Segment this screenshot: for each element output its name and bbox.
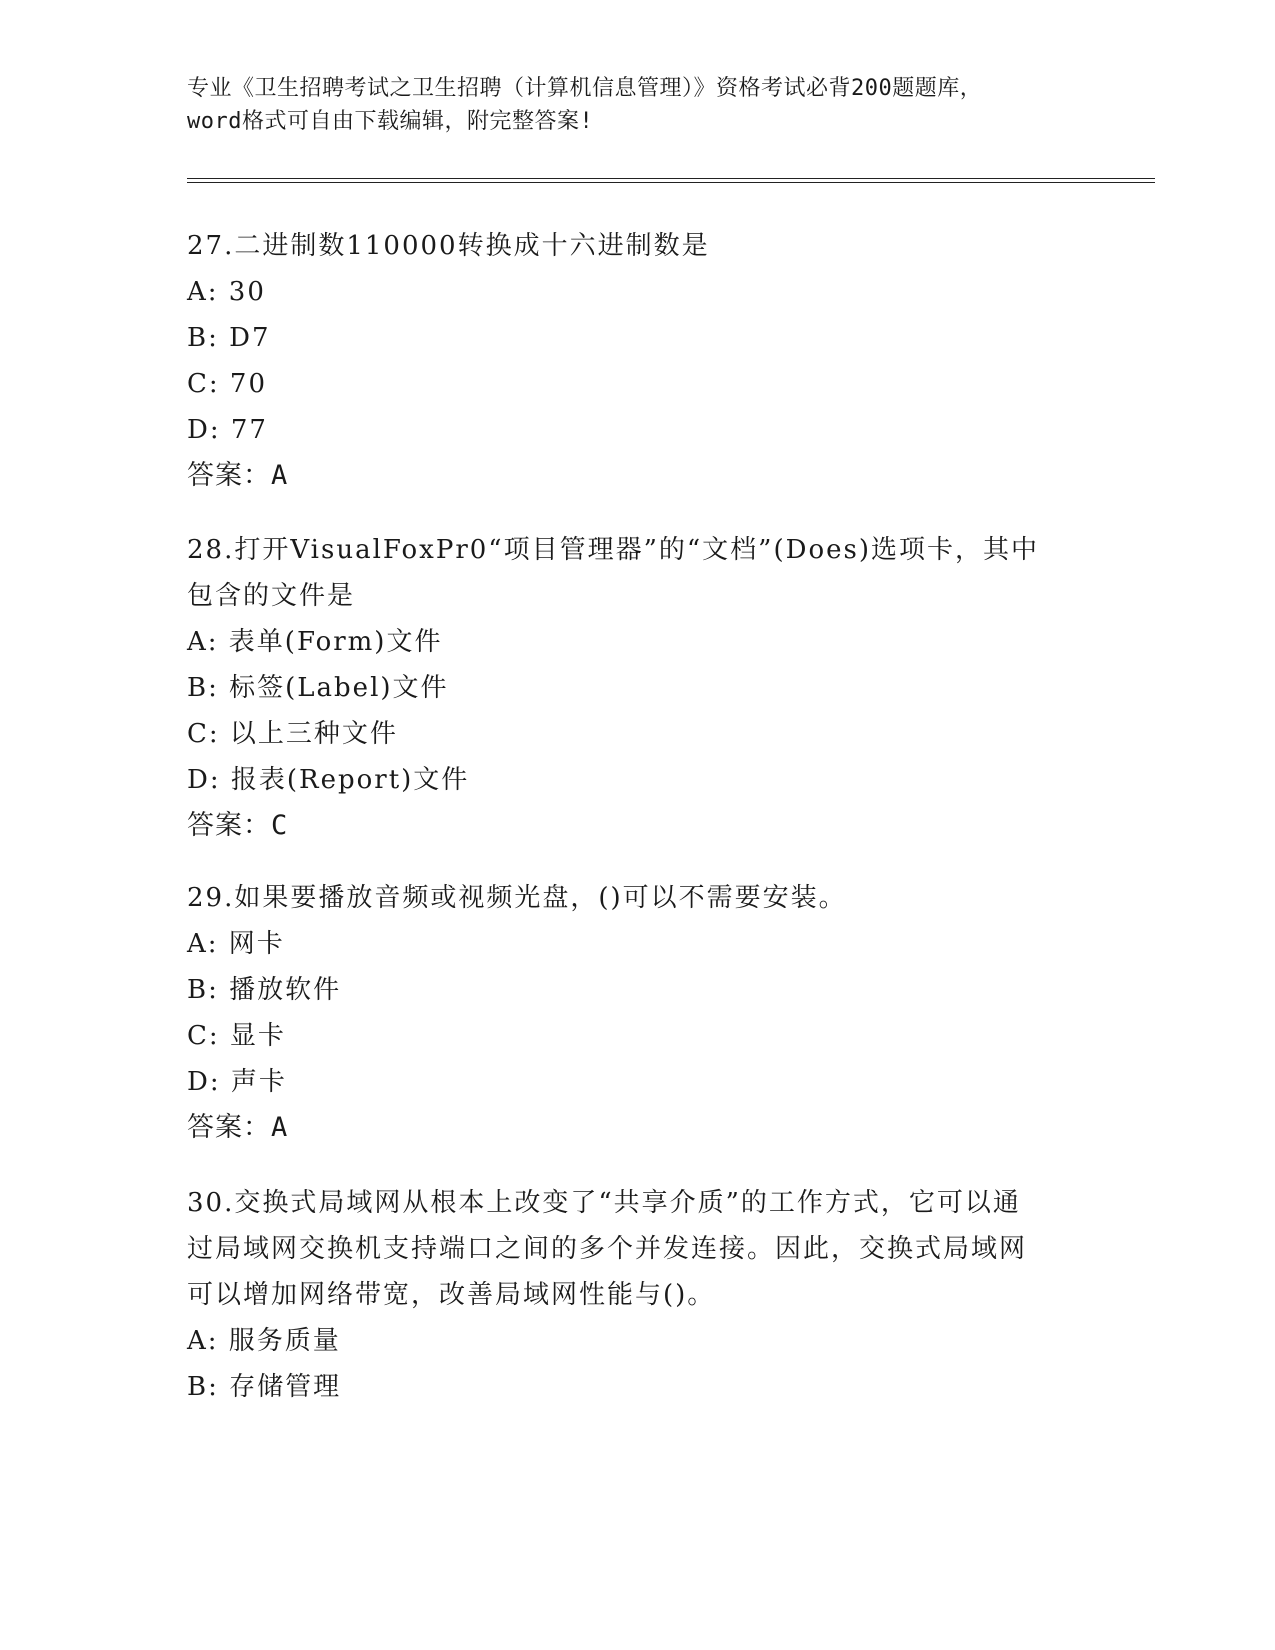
answer-line: [187, 453, 1087, 499]
option-b: B: 存储管理: [187, 1372, 342, 1402]
answer-line: [187, 1105, 1087, 1151]
question-stem-cont: 包含的文件是: [187, 581, 356, 611]
option-c: C: 以上三种文件: [187, 719, 398, 749]
answer-label: 答案：: [187, 460, 271, 491]
option-b: B: 播放软件: [187, 975, 342, 1005]
answer-label: 答案：: [187, 810, 271, 841]
option-c: C: 显卡: [187, 1021, 286, 1051]
option-a: A: 30: [187, 277, 266, 307]
question-stem-cont: 过局域网交换机支持端口之间的多个并发连接。因此，交换式局域网: [187, 1234, 1028, 1264]
answer-value: C: [271, 810, 289, 841]
question-stem: 30.交换式局域网从根本上改变了“共享介质”的工作方式，它可以通: [187, 1188, 1021, 1218]
question-stem: 28.打开VisualFoxPr0“项目管理器”的“文档”(Does)选项卡，其中: [187, 535, 1039, 565]
option-b: B: D7: [187, 323, 271, 353]
header-line-2: word格式可自由下载编辑，附完整答案!: [187, 109, 594, 134]
answer-line: [187, 803, 1087, 849]
header-divider: [187, 178, 1155, 183]
option-d: D: 报表(Report)文件: [187, 765, 470, 795]
document-header: [187, 72, 1087, 138]
option-a: A: 表单(Form)文件: [187, 627, 443, 657]
question-stem: 29.如果要播放音频或视频光盘，()可以不需要安装。: [187, 883, 847, 913]
answer-value: A: [271, 1112, 289, 1143]
option-d: D: 77: [187, 415, 268, 445]
answer-value: A: [271, 460, 289, 491]
question-stem-cont: 可以增加网络带宽，改善局域网性能与()。: [187, 1280, 716, 1310]
header-line-1: 专业《卫生招聘考试之卫生招聘（计算机信息管理）》资格考试必背200题题库，: [187, 76, 983, 101]
option-d: D: 声卡: [187, 1067, 287, 1097]
answer-label: 答案：: [187, 1112, 271, 1143]
question-29: [187, 875, 1087, 1151]
option-a: A: 网卡: [187, 929, 285, 959]
option-a: A: 服务质量: [187, 1326, 341, 1356]
question-27: [187, 223, 1087, 499]
option-b: B: 标签(Label)文件: [187, 673, 449, 703]
question-30: [187, 1180, 1087, 1410]
option-c: C: 70: [187, 369, 268, 399]
question-stem: 27.二进制数110000转换成十六进制数是: [187, 231, 710, 261]
question-28: [187, 527, 1087, 849]
